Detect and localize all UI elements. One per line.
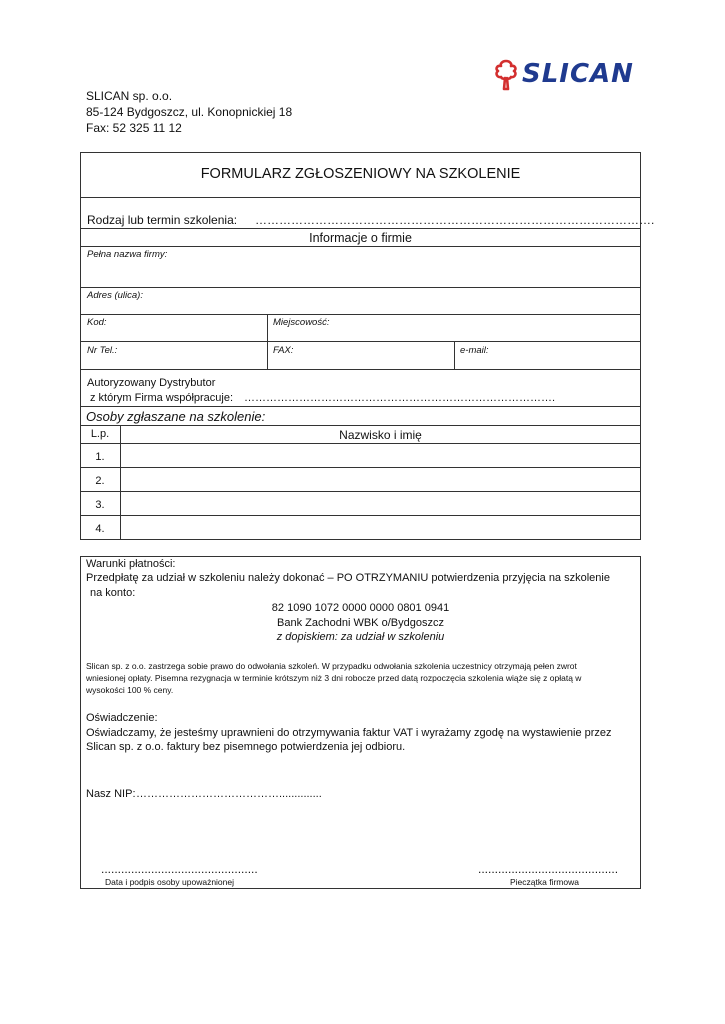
form-title: FORMULARZ ZGŁOSZENIOWY NA SZKOLENIE bbox=[200, 166, 521, 182]
row-number: 3. bbox=[95, 499, 105, 511]
street-field[interactable] bbox=[81, 288, 640, 314]
city-field[interactable] bbox=[268, 315, 640, 341]
fax-label: FAX: bbox=[273, 345, 294, 356]
signature-label: Data i podpis osoby upoważnionej bbox=[105, 877, 235, 887]
phone-field[interactable] bbox=[81, 342, 267, 369]
bank-account: 82 1090 1072 0000 0000 0801 0941 bbox=[271, 602, 450, 614]
training-field[interactable]: ………………………………………………………………………………………. bbox=[255, 213, 655, 227]
full-name-label: Pełna nazwa firmy: bbox=[87, 249, 168, 260]
fax-field[interactable] bbox=[268, 342, 454, 369]
col-lp-header: L.p. bbox=[90, 428, 110, 440]
cancel-line-2: wniesionej opłaty. Pisemna rezygnacja w terminie krótszym niż 3 dni robocze przed datą rozpoczęcia szkolenia wiąże się z opłatą w bbox=[86, 673, 582, 683]
distributor-field[interactable]: …………………………………………………………………………. bbox=[244, 392, 556, 404]
stamp-label: Pieczątka firmowa bbox=[510, 877, 579, 887]
slican-logo bbox=[492, 58, 657, 94]
city-label: Miejscowość: bbox=[273, 317, 330, 328]
cancel-line-1: Slican sp. z o.o. zastrzega sobie prawo do odwołania szkoleń. W przypadku odwołania szkolenia uczestnicy otrzymają pełen zwrot bbox=[86, 661, 577, 671]
distributor-label: Autoryzowany Dystrybutor bbox=[87, 377, 216, 389]
participant-name-field[interactable] bbox=[121, 516, 640, 539]
nip-field[interactable]: ………………………………….............. bbox=[136, 788, 322, 800]
phone-label: Nr Tel.: bbox=[87, 345, 118, 356]
logo-text: SLICAN bbox=[522, 59, 634, 89]
postcode-field[interactable] bbox=[81, 315, 267, 341]
row-number: 1. bbox=[95, 451, 105, 463]
row-number: 4. bbox=[95, 523, 105, 535]
nip-label: Nasz NIP: bbox=[86, 788, 136, 800]
participants-heading: Osoby zgłaszane na szkolenie: bbox=[86, 409, 266, 424]
full-name-field[interactable] bbox=[81, 247, 640, 286]
payment-line-2: na konto: bbox=[90, 587, 136, 599]
company-info-heading: Informacje o firmie bbox=[309, 231, 412, 245]
company-fax: Fax: 52 325 11 12 bbox=[86, 121, 182, 135]
tree-logo-icon bbox=[492, 58, 520, 92]
col-name-header: Nazwisko i imię bbox=[339, 428, 422, 442]
payment-line-1: Przedpłatę za udział w szkoleniu należy dokonać – PO OTRZYMANIU potwierdzenia przyjęcia na szkolenie bbox=[86, 572, 610, 584]
participant-name-field[interactable] bbox=[121, 444, 640, 467]
cancel-line-3: wysokości 100 % ceny. bbox=[86, 685, 174, 695]
postcode-label: Kod: bbox=[87, 317, 107, 328]
training-label: Rodzaj lub termin szkolenia: bbox=[87, 213, 238, 227]
declaration-line-1: Oświadczamy, że jesteśmy uprawnieni do otrzymywania faktur VAT i wyrażamy zgodę na wystawienie przez bbox=[86, 727, 612, 739]
declaration-heading: Oświadczenie: bbox=[86, 712, 158, 724]
company-name: SLICAN sp. o.o. bbox=[86, 89, 173, 103]
email-label: e-mail: bbox=[460, 345, 489, 356]
declaration-line-2: Slican sp. z o.o. faktury bez pisemnego potwierdzenia jej odbioru. bbox=[86, 741, 406, 753]
street-label: Adres (ulica): bbox=[87, 290, 143, 301]
participant-name-field[interactable] bbox=[121, 492, 640, 515]
row-number: 2. bbox=[95, 475, 105, 487]
participant-name-field[interactable] bbox=[121, 468, 640, 491]
payment-heading: Warunki płatności: bbox=[86, 558, 176, 570]
email-field[interactable] bbox=[455, 342, 640, 369]
company-address: 85-124 Bydgoszcz, ul. Konopnickiej 18 bbox=[86, 105, 293, 119]
bank-name: Bank Zachodni WBK o/Bydgoszcz bbox=[277, 617, 444, 629]
distributor-label-2: z którym Firma współpracuje: bbox=[90, 392, 234, 404]
signature-field[interactable]: ............................................... bbox=[101, 862, 258, 876]
stamp-field[interactable]: .......................................... bbox=[478, 862, 619, 876]
transfer-note: z dopiskiem: za udział w szkoleniu bbox=[276, 631, 445, 643]
